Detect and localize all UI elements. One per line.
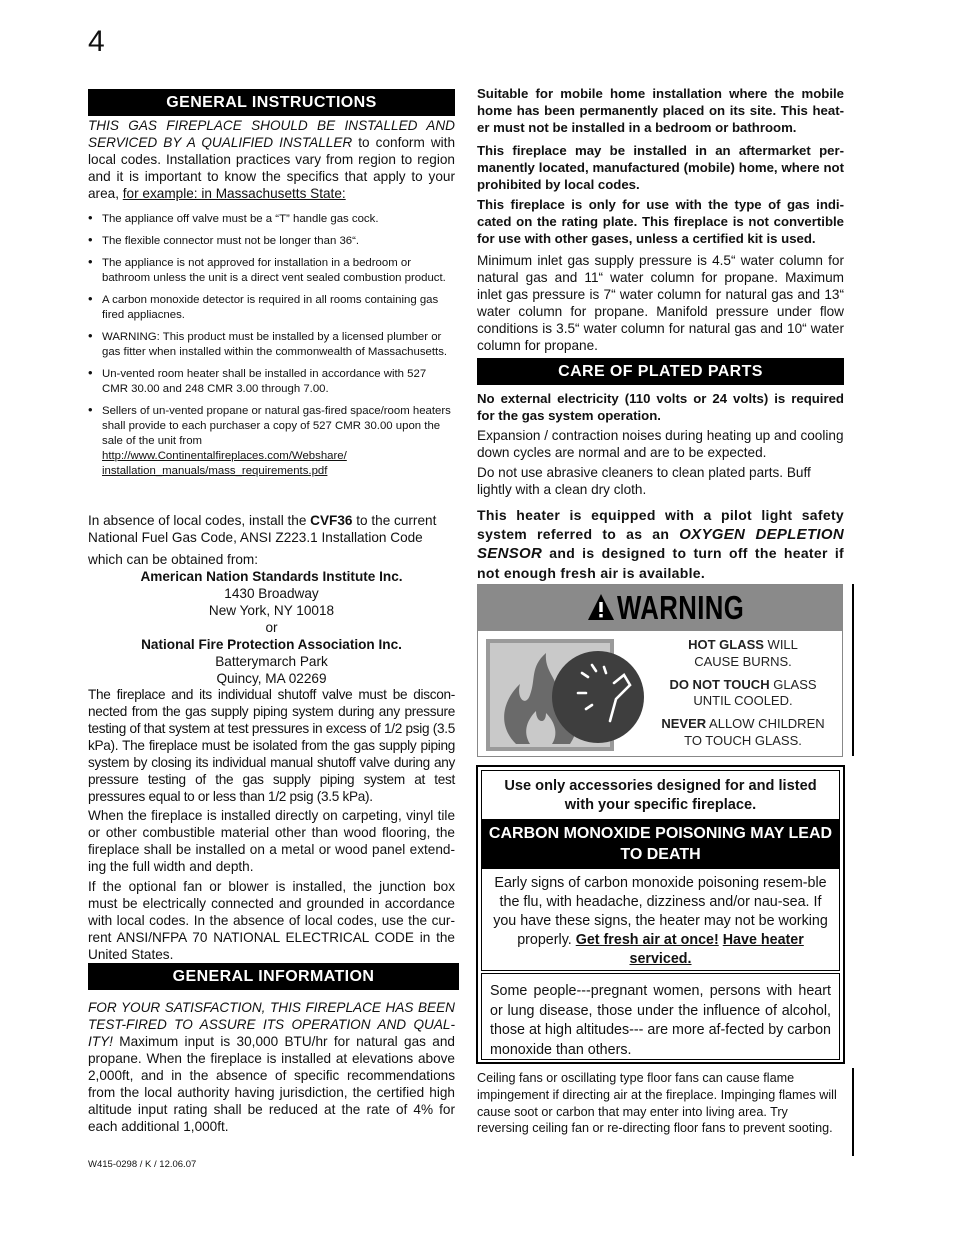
list-item: • The appliance is not approved for installation in a bedroom or bathroom unless the unit is a direct vent sealed combustion product. (88, 256, 455, 286)
gas-pressure-paragraph: Minimum inlet gas supply pressure is 4.5“ water column for natural gas and 11“ water column for propane. Maximum inlet gas pressure is 7“ water column for natural gas and 13“ water column for propane. Manifold pressure under flow conditions is 3.5“ water column for natural gas and 10“ water column for propane. (477, 253, 844, 353)
general-instructions-heading: GENERAL INSTRUCTIONS (88, 89, 455, 116)
fire-hand-icon (486, 639, 646, 751)
or-text: or (265, 620, 278, 635)
warning-triangle-icon (587, 593, 615, 621)
warning-title: WARNING (617, 589, 745, 626)
org2-address-line1: Batterymarch Park (215, 654, 328, 669)
change-bar (852, 584, 854, 756)
organization-addresses (88, 568, 455, 687)
electricity-paragraph: No external electricity (110 volts or 24 volts) is required for the gas system operation. (477, 391, 844, 423)
never-text: NEVER (661, 716, 707, 732)
warning-line2: CAUSE BURNS. (694, 653, 792, 669)
co-signs-text: Early signs of carbon monoxide poisoning resem-ble the flu, with headache, dizziness and/or nau-sea. If you have these signs, the heater may not be working properly. (493, 875, 828, 948)
ods-italic: OXYGEN DEPLETION SENSOR (477, 525, 844, 562)
obtained-from-text: which can be obtained from: (88, 552, 259, 567)
accessories-notice: Use only accessories designed for and listed with your specific fireplace. (481, 770, 840, 820)
list-item: • The appliance off valve must be a “T” handle gas cock. (88, 212, 455, 227)
absence-pre: In absence of local codes, install the (88, 513, 311, 528)
org2-address-line2: Quincy, MA 02269 (216, 671, 327, 686)
general-info-rest: Maximum input is 30,000 BTU/hr for natural gas and propane. When the fireplace is installed at elevations above 2,000ft, and in the absence of specific recommendations from the local authority having jurisdiction, the certified high altitude input rating shall be reduced at the rate of 4% for each additional 1,000ft. (88, 1034, 455, 1134)
ods-pre: This heater is equipped with a pilot light safety system referred to as an (477, 507, 844, 542)
warning-line6: TO TOUCH GLASS. (684, 732, 802, 748)
hot-glass-warning-label (477, 584, 843, 757)
org1-name: American Nation Standards Institute Inc. (140, 569, 403, 584)
gas-type-paragraph: This fireplace is only for use with the type of gas indi-cated on the rating plate. This fireplace is not convertible for use with other gases, unless a certified kit is used. (477, 197, 844, 246)
carbon-monoxide-warning-box (476, 765, 845, 1064)
document-code: W415-0298 / K / 12.06.07 (88, 1159, 197, 1170)
hot-glass-text: HOT GLASS (688, 637, 764, 652)
warning-line1-rest: WILL (763, 637, 798, 652)
care-of-plated-parts-heading: CARE OF PLATED PARTS (477, 358, 844, 385)
heater-serviced-text: Have heater serviced. (629, 932, 804, 967)
general-info-italic: FOR YOUR SATISFACTION, THIS FIREPLACE HAS BEEN TEST-FIRED TO ASSURE ITS OPERATION AND QUAL-ITY! (88, 1000, 455, 1049)
org1-address-line2: New York, NY 10018 (208, 603, 335, 618)
ceiling-fans-paragraph: Ceiling fans or oscillating type floor fans can cause flame impingement if directing air at the fireplace. Impinging flames will cause soot or carbon that may enter into living area. Try reversing ceiling fan or re-directing floor fans to prevent sooting. (477, 1071, 837, 1136)
absence-post: to the current National Fuel Gas Code, ANSI Z223.1 Installation Code (88, 513, 437, 545)
list-item: • WARNING: This product must be installed by a licensed plumber or gas fitter when installed within the commonwealth of Massachusetts. (88, 330, 455, 360)
massachusetts-requirements-list (88, 212, 455, 486)
fan-blower-paragraph: If the optional fan or blower is installed, the junction box must be electrically connected and grounded in accordance with local codes. In the absence of local codes, use the cur-rent ANSI/NFPA 70 NATIONAL ELECTRICAL CODE in the United States. (88, 879, 455, 962)
intro-underline: for example: in Massachusetts State: (122, 186, 346, 201)
cleaners-paragraph: Do not use abrasive cleaners to clean plated parts. Buff lightly with a clean dry cloth. (477, 465, 811, 497)
aftermarket-paragraph: This fireplace may be installed in an aftermarket per-manently located, manufactured (mobile) home, where not prohibited by local codes. (477, 143, 844, 192)
org1-address-line1: 1430 Broadway (224, 586, 319, 601)
mass-requirements-link[interactable]: http://www.Continentalfireplaces.com/Webshare/ installation_manuals/mass_requirements.pdf (102, 450, 347, 477)
general-information-heading: GENERAL INFORMATION (88, 963, 459, 990)
oxygen-depletion-sensor-paragraph (477, 506, 844, 582)
list-item: • A carbon monoxide detector is required in all rooms containing gas fired appliacnes. (88, 293, 455, 323)
page-number: 4 (88, 25, 105, 58)
warning-line5-rest: ALLOW CHILDREN (706, 716, 825, 732)
general-instructions-intro (88, 117, 455, 202)
mobile-home-paragraph: Suitable for mobile home installation where the mobile home has been permanently placed on its site. This heat-er must not be installed in a bedroom or bathroom. (477, 86, 844, 135)
intro-rest: to conform with local codes. Installation practices vary from region to region and it is important to know the specifics that apply to your area, (88, 135, 456, 201)
warning-line4: UNTIL COOLED. (693, 693, 793, 709)
carbon-monoxide-heading: CARBON MONOXIDE POISONING MAY LEAD TO DEATH (481, 820, 840, 868)
warning-banner (478, 585, 842, 631)
list-item-text: Sellers of un-vented propane or natural gas-fired space/room heaters shall provide to each purchaser a copy of 527 CMR 30.00 upon the sale of the unit from (102, 405, 451, 447)
change-bar (852, 1068, 854, 1156)
warning-line3-rest: GLASS (769, 676, 817, 692)
ods-post: and is designed to turn off the heater if not enough fresh air is available. (477, 545, 844, 581)
org2-name: National Fire Protection Association Inc. (141, 637, 402, 652)
fresh-air-text: Get fresh air at once! (575, 932, 719, 948)
list-item: • The flexible connector must not be longer than 36“. (88, 234, 455, 249)
intro-italic: THIS GAS FIREPLACE SHOULD BE INSTALLED AND SERVICED BY A QUALIFIED INSTALLER (88, 118, 455, 150)
general-information-paragraph (88, 999, 455, 1135)
warning-message (650, 637, 836, 750)
carpeting-paragraph: When the fireplace is installed directly on carpeting, vinyl tile or other combustible material other than wood flooring, the fireplace shall be installed on a metal or wood panel extend-ing the full width and depth. (88, 808, 455, 874)
co-at-risk-people: Some people---pregnant women, persons with heart or lung disease, those under the influence of alcohol, those at high altitudes--- are more af-fected by carbon monoxide than others. (481, 973, 840, 1060)
co-early-signs (481, 868, 840, 971)
list-item (88, 404, 455, 479)
absence-of-codes-paragraph (88, 512, 455, 546)
do-not-touch-text: DO NOT TOUCH (669, 676, 770, 692)
shutoff-valve-paragraph: The fireplace and its individual shutoff valve must be discon-nected from the gas supply piping system during any pressure testing of that system at test pressures in excess of 1/2 psig (3.5 kPa). The fireplace must be isolated from the gas supply piping system by closing its individual manual shutoff valve during any pressure testing of the gas supply piping system at test pressures equal to or less than 1/2 psig (3.5 kPa). (88, 687, 455, 804)
list-item: • Un-vented room heater shall be installed in accordance with 527 CMR 30.00 and 248 CMR 3.00 through 7.00. (88, 367, 455, 397)
noises-paragraph: Expansion / contraction noises during heating up and cooling down cycles are normal and are to be expected. (477, 428, 844, 460)
model-number: CVF36 (310, 513, 353, 528)
